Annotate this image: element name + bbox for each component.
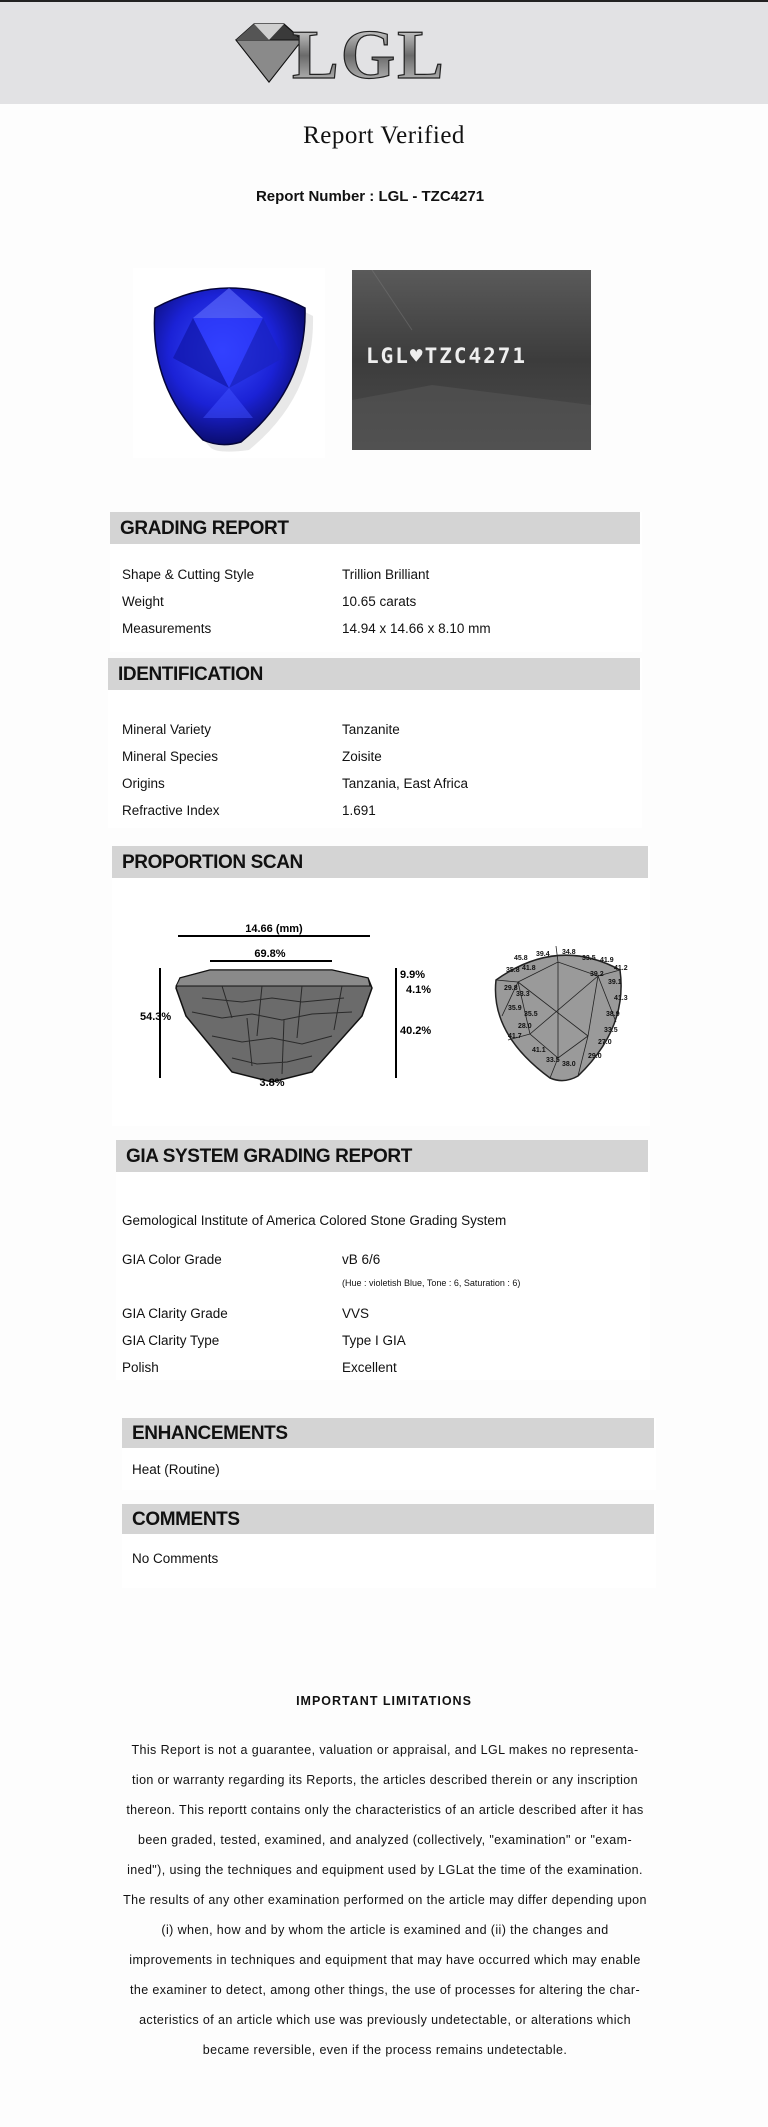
gia-clarity-type-value: Type I GIA: [342, 1333, 406, 1348]
profile-diagram: [112, 906, 452, 1121]
girdle-label: 4.1%: [406, 984, 432, 996]
facet-value-label: 33.5: [604, 1027, 618, 1034]
report-number: Report Number : LGL - TZC4271: [255, 188, 485, 205]
limitations-text: This Report is not a guarantee, valuation or appraisal, and LGL makes no representa- tion or warranty regarding its Reports, the articles described therein or any inscription thereon. This reportt contains only the characteristics of an article described after it has been graded, tested, examined, and analyzed (collectively, "examination" or "exam- ined"), using the techniques and equipment used by LGLat the time of the examination. The results of any other examination performed on the article may differ depending upon (i) when, how and by whom the article is examined and (ii) the changes and improvements in techniques and equipment that may have occurred which may enable the examiner to detect, among other things, the use of processes for altering the char- acteristics of an article which use was previously undetectable, or alterations which became reversible, even if the process remains undetectable.: [123, 1743, 647, 2057]
inscription-photo: [352, 270, 591, 450]
facet-value-label: 41.8: [522, 965, 536, 972]
facet-value-label: 38.9: [606, 1011, 620, 1018]
facet-value-label: 45.8: [514, 955, 528, 962]
facet-value-label: 38.0: [562, 1061, 576, 1068]
grading-report-header: GRADING REPORT: [110, 512, 640, 544]
facet-value-label: 35.9: [508, 1005, 522, 1012]
gia-color-value: vB 6/6: [342, 1252, 381, 1267]
total-depth-label: 54.3%: [140, 1011, 172, 1023]
facet-value-label: 34.8: [562, 949, 576, 956]
gia-clarity-type-label: GIA Clarity Type: [122, 1333, 220, 1348]
weight-value: 10.65 carats: [342, 594, 417, 609]
origins-value: Tanzania, East Africa: [342, 776, 469, 791]
weight-label: Weight: [122, 594, 164, 609]
culet-label: 3.8%: [259, 1077, 285, 1089]
facet-value-label: 39.4: [536, 951, 550, 958]
facet-value-label: 33.5: [582, 955, 596, 962]
inscription-text: LGL♥TZC4271: [366, 344, 528, 368]
facet-value-label: 33.3: [516, 991, 530, 998]
measurements-value: 14.94 x 14.66 x 8.10 mm: [342, 621, 491, 636]
shape-value: Trillion Brilliant: [342, 567, 430, 582]
measurements-label: Measurements: [122, 621, 212, 636]
gem-photo: [133, 268, 325, 458]
mineral-species-value: Zoisite: [342, 749, 382, 764]
polish-value: Excellent: [342, 1360, 397, 1375]
gia-color-note: (Hue : violetish Blue, Tone : 6, Saturation : 6): [342, 1278, 521, 1288]
enhancements-header: ENHANCEMENTS: [122, 1418, 654, 1448]
limitations-title: IMPORTANT LIMITATIONS: [296, 1694, 472, 1708]
gia-header: GIA SYSTEM GRADING REPORT: [116, 1140, 648, 1172]
polish-label: Polish: [122, 1360, 159, 1375]
table-label: 69.8%: [254, 948, 286, 960]
refractive-index-value: 1.691: [342, 803, 376, 818]
gia-system-name: Gemological Institute of America Colored Stone Grading System: [122, 1213, 507, 1228]
shape-label: Shape & Cutting Style: [122, 567, 255, 582]
mineral-variety-label: Mineral Variety: [122, 722, 212, 737]
gia-color-label: GIA Color Grade: [122, 1252, 222, 1267]
facet-value-label: 35.8: [506, 967, 520, 974]
facet-value-label: 33.5: [546, 1057, 560, 1064]
mineral-variety-value: Tanzanite: [342, 722, 400, 737]
width-label: 14.66 (mm): [245, 923, 303, 935]
header-banner: [0, 0, 768, 104]
crown-label: 9.9%: [400, 969, 426, 981]
facet-value-label: 41.9: [600, 957, 614, 964]
facet-value-label: 39.2: [590, 971, 604, 978]
pavilion-label: 40.2%: [400, 1025, 432, 1037]
enhancements-text: Heat (Routine): [132, 1462, 220, 1477]
facet-value-label: 35.5: [524, 1011, 538, 1018]
facet-value-label: 41.2: [614, 965, 628, 972]
facet-value-label: 27.0: [598, 1039, 612, 1046]
gia-clarity-grade-value: VVS: [342, 1306, 370, 1321]
mineral-species-label: Mineral Species: [122, 749, 219, 764]
identification-header: IDENTIFICATION: [108, 658, 640, 690]
facet-value-label: 28.0: [518, 1023, 532, 1030]
logo-text: LGL: [292, 17, 446, 94]
facet-value-label: 39.1: [608, 979, 622, 986]
facet-value-label: 29.0: [588, 1053, 602, 1060]
facet-value-label: 41.1: [532, 1047, 546, 1054]
lgl-logo: [232, 16, 492, 96]
comments-text: No Comments: [132, 1551, 219, 1566]
refractive-index-label: Refractive Index: [122, 803, 220, 818]
comments-header: COMMENTS: [122, 1504, 654, 1534]
gia-clarity-grade-label: GIA Clarity Grade: [122, 1306, 228, 1321]
page-title: Report Verified: [303, 122, 465, 149]
facet-value-label: 41.7: [508, 1033, 522, 1040]
face-up-diagram: [478, 940, 638, 1090]
facet-value-label: 29.8: [504, 985, 518, 992]
proportion-scan-header: PROPORTION SCAN: [112, 846, 648, 878]
facet-value-label: 41.3: [614, 995, 628, 1002]
origins-label: Origins: [122, 776, 165, 791]
